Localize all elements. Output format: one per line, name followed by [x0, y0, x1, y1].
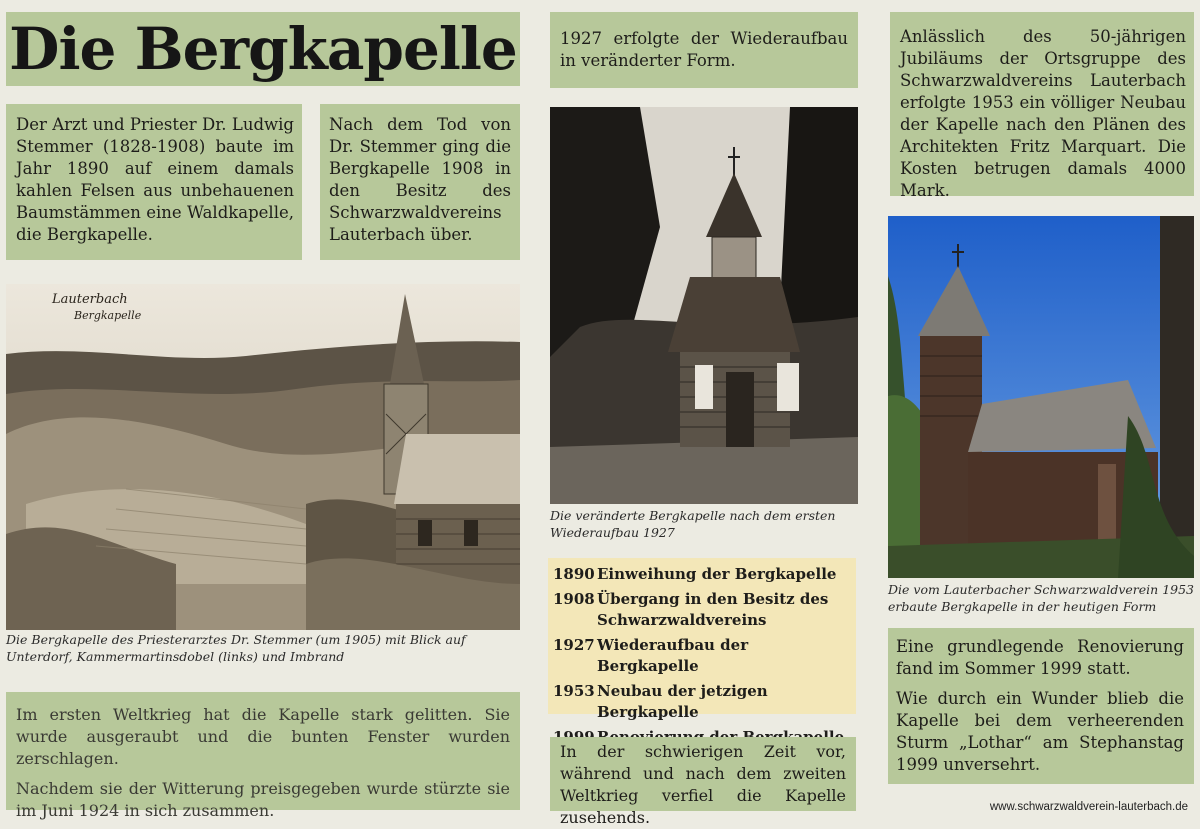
renovation-text-1: Eine grundlegende Renovierung fand im Sommer 1999 statt.: [896, 637, 1184, 678]
timeline-event: Übergang in den Besitz des Schwarzwaldvereins: [597, 590, 829, 629]
timeline-year: 1927: [553, 636, 595, 654]
photo-today-caption: Die vom Lauterbacher Schwarzwaldverein 1953 erbaute Bergkapelle in der heutigen Form: [888, 582, 1194, 614]
war-text-2: Nachdem sie der Witterung preisgegeben wurde stürzte sie im Juni 1924 in sich zusammen.: [16, 779, 510, 820]
page-title: Die Bergkapelle: [9, 15, 517, 83]
stemmer-panel: [320, 104, 520, 260]
stemmer-text: Nach dem Tod von Dr. Stemmer ging die Bergkapelle 1908 in den Besitz des Schwarzwaldvereins Lauterbach über.: [329, 115, 511, 244]
timeline-entry: [553, 681, 850, 723]
jubilee-text: Anlässlich des 50-jährigen Jubiläums der Ortsgruppe des Schwarzwaldvereins Lauterbach erfolgte 1953 ein völliger Neubau der Kapelle nach den Plänen des Architekten Fritz Marquart. Die Kosten betrugen damals 4000 Mark.: [900, 27, 1186, 200]
timeline-entry: [553, 564, 850, 585]
timeline-entry: [553, 589, 850, 631]
title-panel: [6, 12, 520, 86]
timeline-event: Neubau der jetzigen Bergkapelle: [597, 682, 768, 721]
timeline-entry: [553, 635, 850, 677]
photo-1905-caption: Die Bergkapelle des Priesterarztes Dr. Stemmer (um 1905) mit Blick auf Unterdorf, Kammermartinsdobel (links) und Imbrand: [6, 632, 466, 664]
photo-chapel-1927: [550, 107, 858, 504]
war-panel: [6, 692, 520, 820]
timeline-year: 1908: [553, 590, 595, 608]
overlay-subject: Bergkapelle: [74, 309, 142, 322]
intro-panel: [6, 104, 302, 260]
rebuild-panel: [550, 12, 858, 88]
timeline-year: 1953: [553, 682, 595, 700]
photo-overlay-label: [52, 292, 141, 324]
timeline-panel: [548, 558, 856, 721]
timeline-year: 1890: [553, 565, 595, 583]
timeline-event: Wiederaufbau der Bergkapelle: [597, 636, 749, 675]
renovation-panel: [888, 628, 1194, 784]
timeline-event: Einweihung der Bergkapelle: [597, 565, 837, 583]
photo-chapel-today: [888, 216, 1194, 578]
war-text-1: Im ersten Weltkrieg hat die Kapelle stark gelitten. Sie wurde ausgeraubt und die bunten Fenster wurden zerschlagen.: [16, 705, 510, 768]
decline-panel: [550, 737, 856, 827]
website-url: www.schwarzwaldverein-lauterbach.de: [989, 801, 1188, 813]
photo-1927-caption: Die veränderte Bergkapelle nach dem ersten Wiederaufbau 1927: [550, 508, 836, 540]
historic-photo-1905: [6, 284, 520, 630]
rebuild-text: 1927 erfolgte der Wiederaufbau in veränderter Form.: [560, 29, 848, 70]
renovation-text-2: Wie durch ein Wunder blieb die Kapelle bei dem verheerenden Sturm „Lothar“ am Stephanstag 1999 unversehrt.: [896, 689, 1184, 774]
intro-text: Der Arzt und Priester Dr. Ludwig Stemmer (1828-1908) baute im Jahr 1890 auf einem damals kahlen Felsen aus unbehauenen Baumstämmen eine Waldkapelle, die Bergkapelle.: [16, 115, 294, 244]
overlay-place: Lauterbach: [52, 292, 128, 307]
jubilee-panel: [890, 12, 1194, 200]
decline-text: In der schwierigen Zeit vor, während und nach dem zweiten Weltkrieg verfiel die Kapelle zusehends.: [560, 742, 846, 827]
